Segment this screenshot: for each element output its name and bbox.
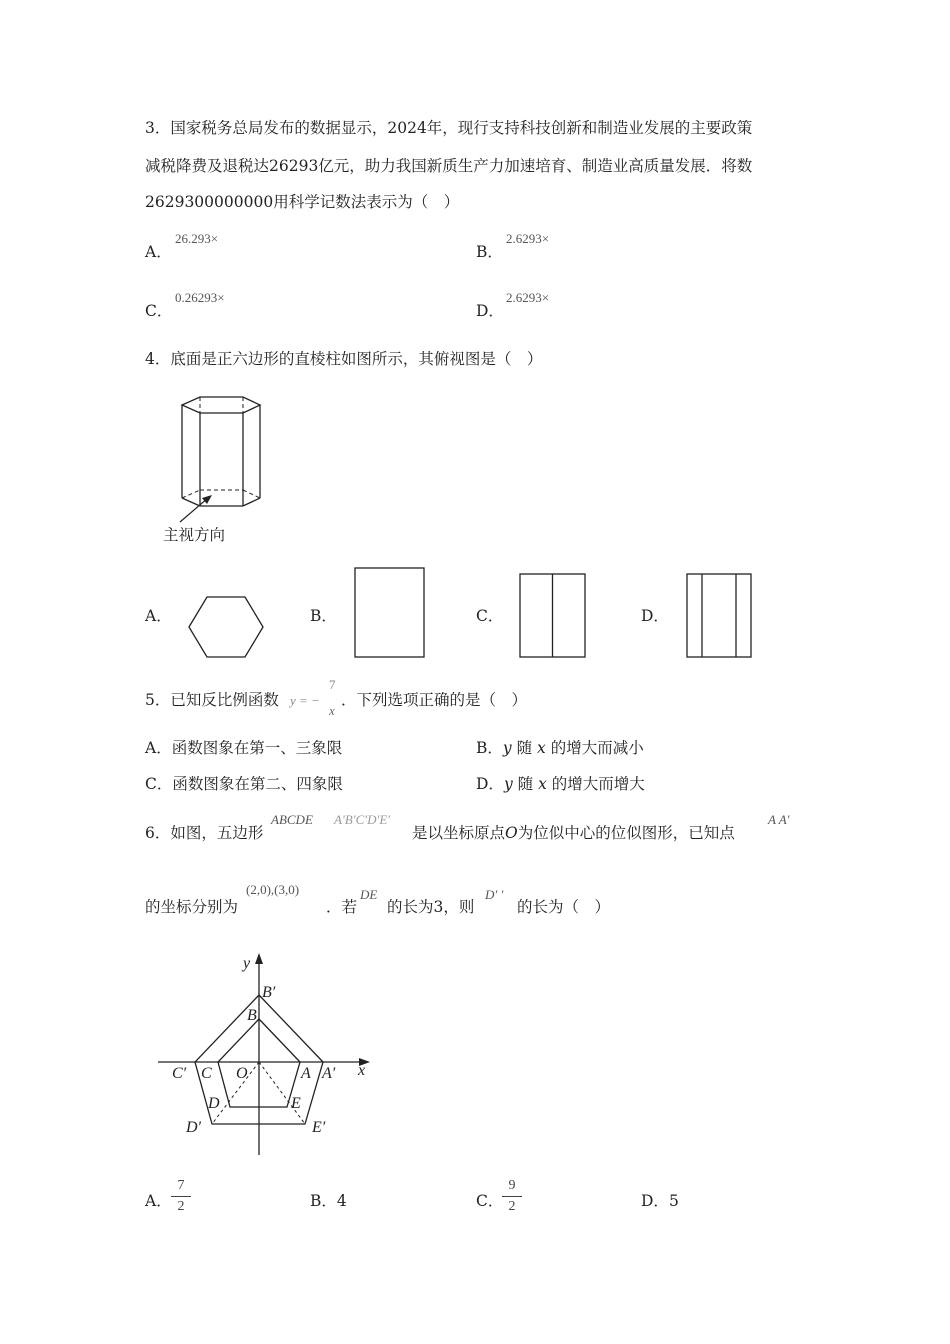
fig-label-bprime: B′ — [262, 984, 276, 1001]
q6-stem-part2 — [412, 826, 735, 842]
fig-label-x: x — [358, 1062, 366, 1079]
q6-shape-abcde-prime: A′B′C′D′E′ — [334, 812, 391, 827]
q5-option-c-label: C． — [145, 775, 173, 793]
rectangle-option-b — [354, 567, 426, 659]
q4-option-b-label: B． — [310, 607, 337, 625]
fig-label-dprime: D′ — [186, 1119, 202, 1136]
q6-pentagon-figure — [150, 950, 380, 1160]
q6-option-b — [310, 1194, 347, 1210]
q5-option-a-text: 函数图象在第一、三象限 — [171, 739, 343, 757]
fig-label-c: C — [201, 1065, 212, 1082]
q6-segment-de: DE — [360, 887, 378, 902]
q6-segment-dprime: D′ ′ — [485, 887, 504, 902]
q5-option-d-mid: 随 — [517, 775, 534, 793]
q3-option-b-label: B． — [476, 243, 503, 261]
q3-option-d-value: 2.6293× — [506, 290, 550, 305]
q3-stem-line2: 减税降费及退税达26293亿元，助力我国新质生产力加速培育、制造业高质量发展．将数 — [145, 157, 753, 175]
q3-option-c-value: 0.26293× — [175, 290, 225, 305]
q6-option-d-value: 5 — [668, 1192, 679, 1210]
q4-option-d-label: D． — [641, 607, 669, 625]
fig-label-b: B — [247, 1007, 257, 1024]
q6-coords: (2,0),(3,0) — [246, 882, 300, 897]
q5-formula-num: 7 — [329, 677, 336, 692]
q5-option-d-var-x: x — [538, 775, 547, 793]
q3-option-b-value: 2.6293× — [506, 231, 550, 246]
q6-option-a-label: A． — [145, 1192, 172, 1210]
q3-stem-line3: 2629300000000用科学记数法表示为（ ） — [145, 193, 460, 211]
q4-option-c-label: C． — [476, 607, 504, 625]
q5-formula-den: x — [329, 703, 335, 718]
q4-stem: 4．底面是正六边形的直棱柱如图所示，其俯视图是（ ） — [145, 350, 543, 368]
q5-option-d-label: D． — [476, 775, 504, 793]
fig-label-d: D — [208, 1095, 220, 1112]
q6-line2-d: 的长为（ ） — [517, 898, 611, 916]
q5-option-b-mid: 随 — [516, 739, 533, 757]
q3-option-d-label: D． — [476, 302, 504, 320]
q3-option-c-label: C． — [145, 302, 173, 320]
fig-label-e: E — [291, 1095, 301, 1112]
q5-option-d — [476, 777, 645, 793]
q6-option-c-label: C． — [476, 1192, 504, 1210]
q5-option-b — [476, 741, 644, 757]
q4-option-a-label: A． — [145, 607, 172, 625]
q5-option-b-text: 的增大而减小 — [550, 739, 644, 757]
q5-option-b-var-x: x — [537, 739, 546, 757]
q5-option-b-var-y: y — [502, 739, 512, 757]
fig-label-eprime: E′ — [312, 1119, 326, 1136]
q3-stem-line1: 3．国家税务总局发布的数据显示，2024年，现行支持科技创新和制造业发展的主要政策 — [145, 119, 753, 137]
q6-line2-b: ．若 — [326, 898, 358, 916]
fig-label-cprime: C′ — [172, 1065, 187, 1082]
two-panel-option-c — [519, 573, 587, 659]
q5-option-a — [145, 741, 342, 757]
q5-option-c-text: 函数图象在第二、四象限 — [172, 775, 343, 793]
q5-option-c — [145, 777, 343, 793]
q6-option-b-value: 4 — [336, 1192, 347, 1210]
q6-origin-o: O — [505, 824, 518, 842]
q6-stem-text2: 为位似中心的位似图形，已知点 — [517, 824, 735, 842]
q5-option-d-text: 的增大而增大 — [551, 775, 645, 793]
fig-label-o: O — [236, 1065, 248, 1082]
q6-stem-part1: 6．如图，五边形 — [145, 824, 264, 842]
q4-direction-label: 主视方向 — [163, 526, 226, 544]
q5-option-a-label: A． — [145, 739, 172, 757]
q6-line2-a: 的坐标分别为 — [145, 898, 239, 916]
q6-option-c-num: 9 — [502, 1178, 522, 1197]
hexagon-option-a — [188, 596, 264, 658]
q6-option-c-fraction — [502, 1178, 522, 1215]
q5-stem-after: ．下列选项正确的是（ ） — [341, 691, 528, 709]
q6-option-b-label: B． — [310, 1192, 337, 1210]
q3-option-a-label: A． — [145, 243, 172, 261]
q6-shape-abcde: ABCDE — [271, 812, 313, 827]
q5-option-d-var-y: y — [503, 775, 513, 793]
fig-label-y: y — [243, 955, 251, 972]
q5-stem-before: 5．已知反比例函数 — [145, 691, 279, 709]
q6-line2-c: 的长为3，则 — [387, 898, 475, 916]
q6-option-a-num: 7 — [171, 1178, 191, 1197]
fig-label-a: A — [301, 1065, 311, 1082]
three-panel-option-d — [686, 573, 753, 659]
q6-option-d-label: D． — [641, 1192, 669, 1210]
fig-label-aprime: A′ — [322, 1065, 336, 1082]
hexagonal-prism-figure — [170, 390, 290, 520]
q5-formula-y: y = − — [290, 693, 320, 708]
q6-stem-text: 是以坐标原点 — [412, 824, 506, 842]
q6-option-c-den: 2 — [508, 1199, 516, 1214]
q6-option-a-fraction — [171, 1178, 191, 1215]
q3-option-a-value: 26.293× — [175, 231, 219, 246]
q6-option-a-den: 2 — [177, 1199, 185, 1214]
q6-points-a: A A′ — [768, 812, 790, 827]
q5-option-b-label: B． — [476, 739, 503, 757]
q6-option-d — [641, 1194, 679, 1210]
